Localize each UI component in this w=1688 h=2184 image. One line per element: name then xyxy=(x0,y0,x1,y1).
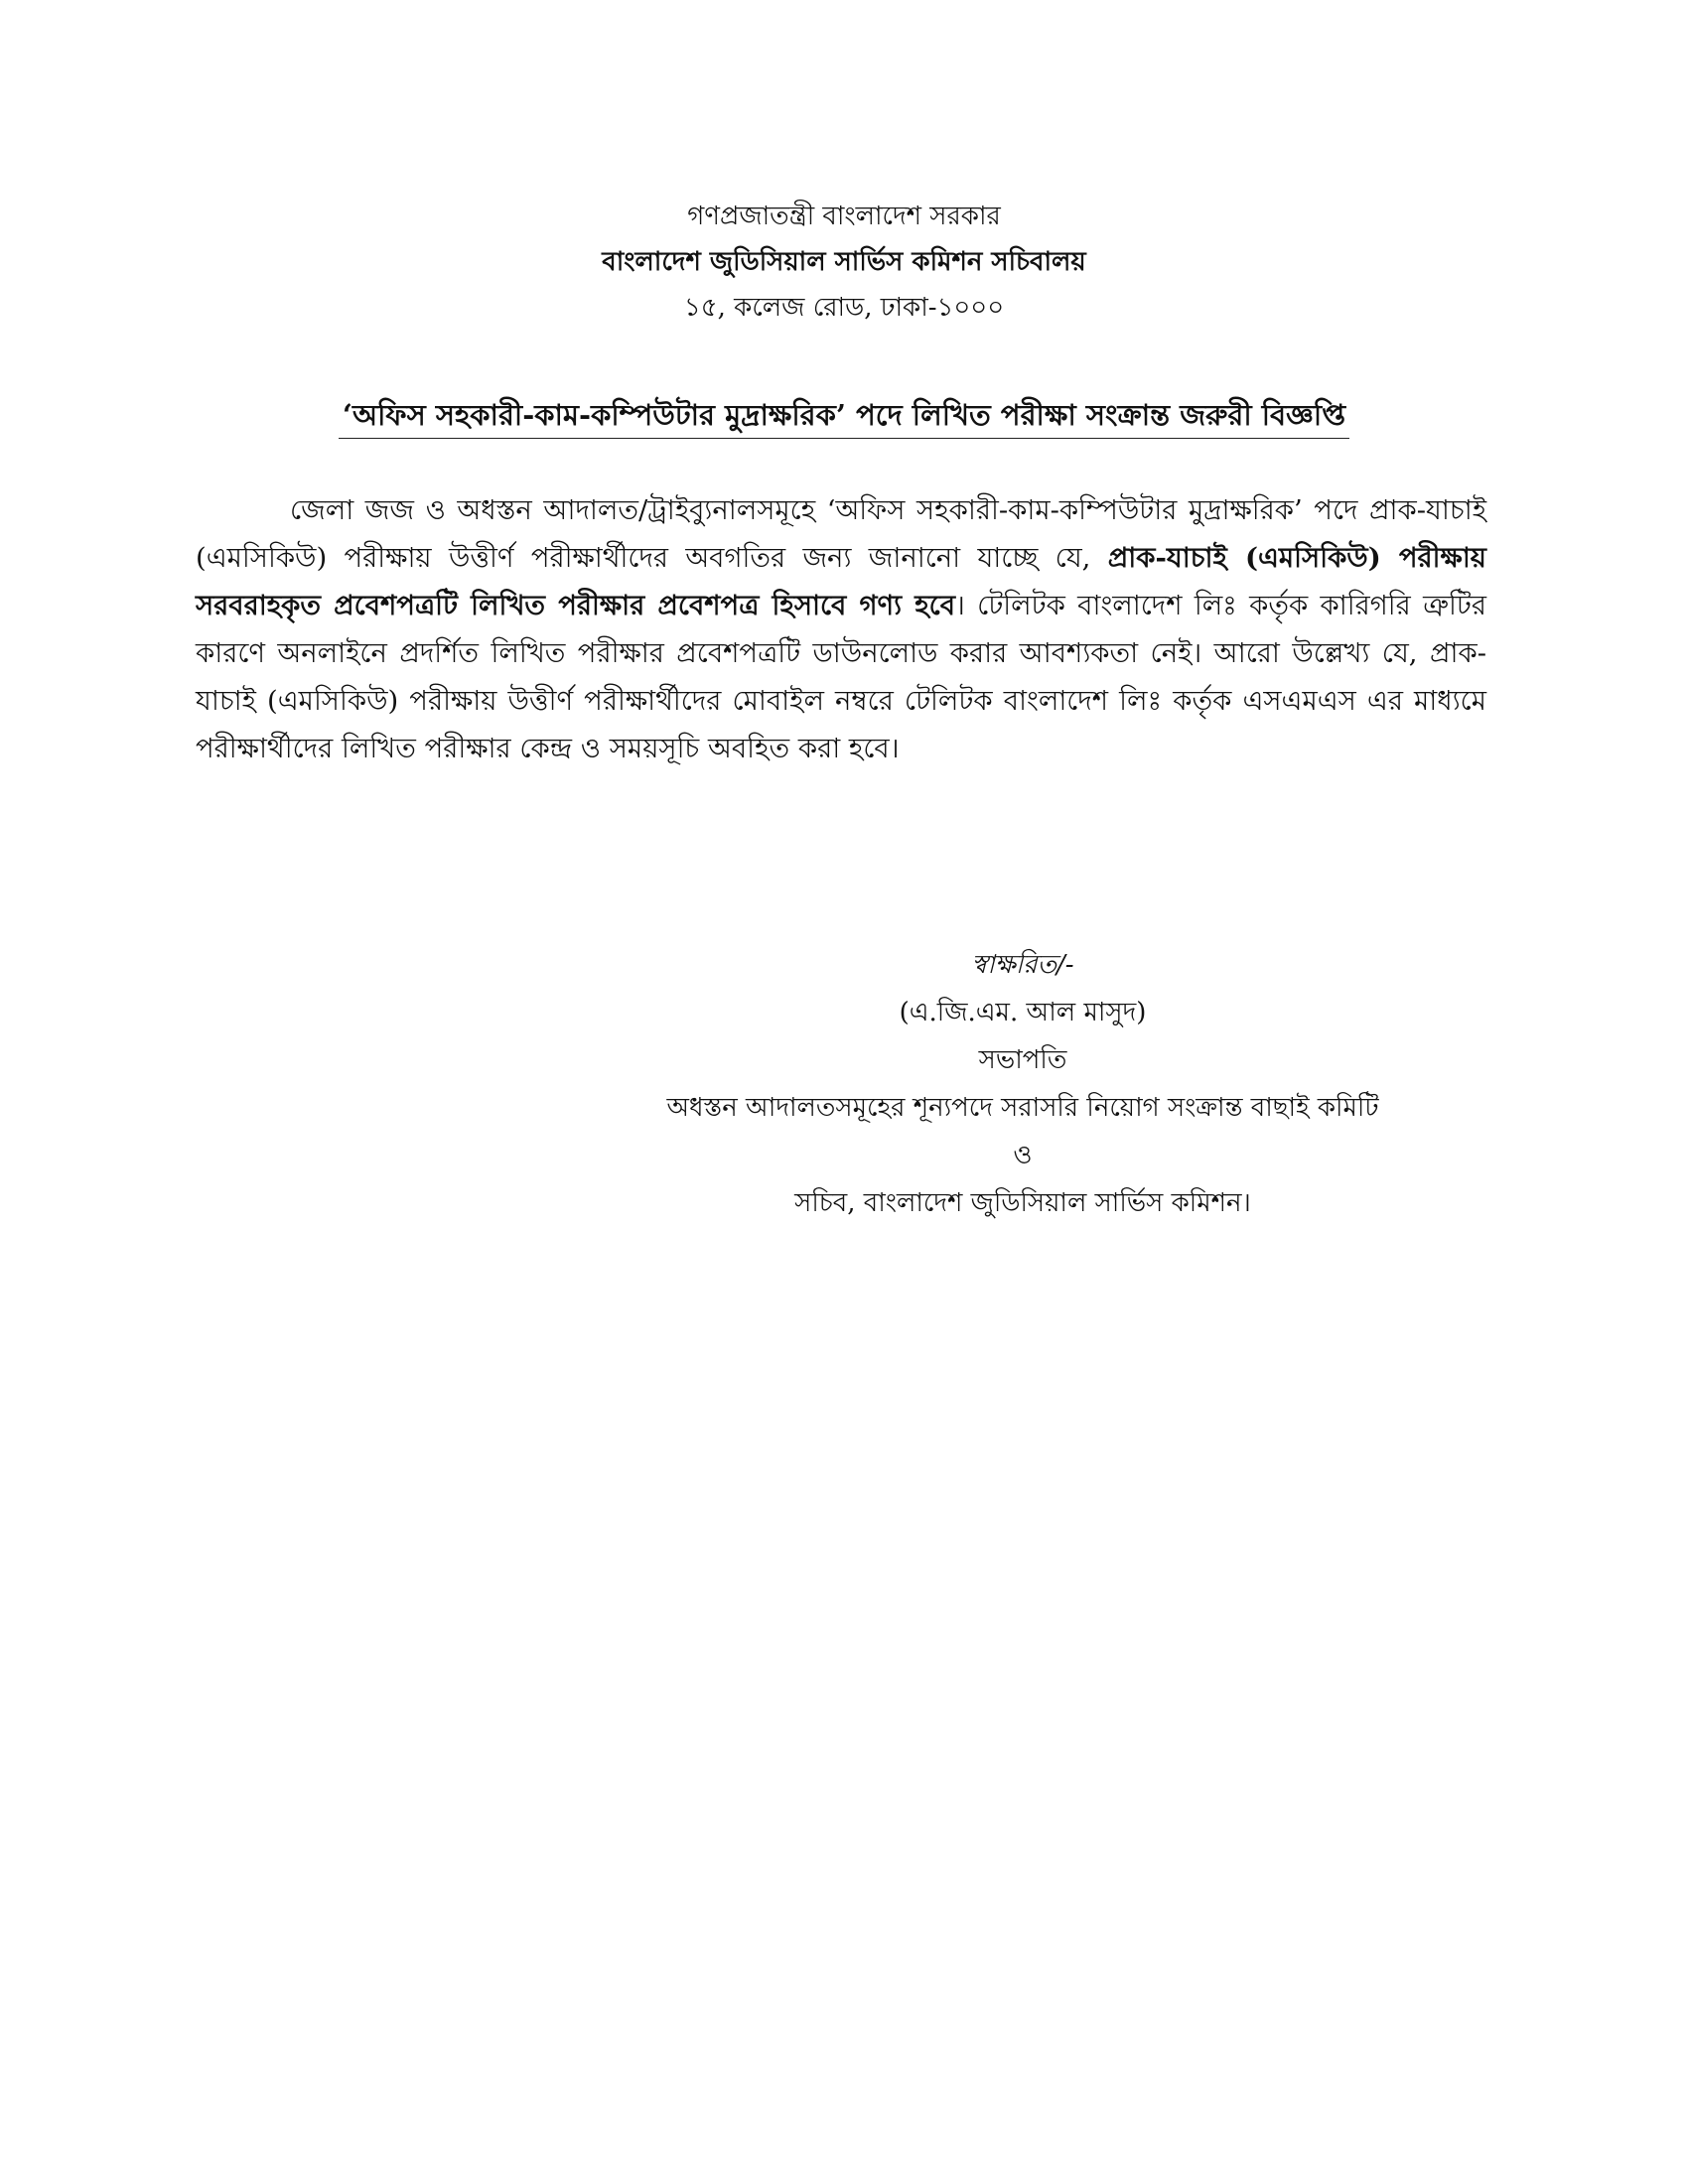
letterhead xyxy=(0,194,1688,331)
government-name: গণপ্রজাতন্ত্রী বাংলাদেশ সরকার xyxy=(687,202,1001,231)
signatory-name: (এ.জি.এম. আল মাসুদ) xyxy=(899,998,1147,1027)
notice-body-part2: । টেলিটক বাংলাদেশ লিঃ কর্তৃক কারিগরি ত্রুটির কারণে অনলাইনে প্রদর্শিত লিখিত পরীক্ষার প্রবেশপত্রটি ডাউনলোড করার আবশ্যকতা নেই। আরো উল্লেখ্য যে, প্রাক-যাচাই (এমসিকিউ) পরীক্ষায় উত্তীর্ণ পরীক্ষার্থীদের মোবাইল নম্বরে টেলিটক বাংলাদেশ লিঃ কর্তৃক এসএমএস এর মাধ্যমে পরীক্ষার্থীদের লিখিত পরীক্ষার কেন্দ্র ও সময়সূচি অবহিত করা হবে। xyxy=(196,590,1487,764)
office-name: বাংলাদেশ জুডিসিয়াল সার্ভিস কমিশন সচিবালয় xyxy=(602,247,1086,277)
conjunction: ও xyxy=(1013,1141,1033,1170)
committee-name: অধস্তন আদালতসমূহের শূন্যপদে সরাসরি নিয়োগ সংক্রান্ত বাছাই কমিটি xyxy=(666,1093,1379,1123)
notice-body xyxy=(196,486,1486,772)
secretary-title: সচিব, বাংলাদেশ জুডিসিয়াল সার্ভিস কমিশন। xyxy=(794,1188,1251,1218)
notice-body-part1: জেলা জজ ও অধস্তন আদালত/ট্রাইব্যুনালসমূহে ‘অফিস সহকারী-কাম-কম্পিউটার মুদ্রাক্ষরিক’ পদে প্রাক-যাচাই (এমসিকিউ) পরীক্ষায় উত্তীর্ণ পরীক্ষার্থীদের অবগতির জন্য জানানো যাচ্ছে যে, xyxy=(196,494,1486,574)
signature-block xyxy=(556,941,1489,1227)
notice-body-bold: প্রাক-যাচাই (এমসিকিউ) পরীক্ষায় সরবরাহকৃত প্রবেশপত্রটি লিখিত পরীক্ষার প্রবেশপত্র হিসাবে গণ্য হবে xyxy=(196,542,1486,621)
notice-title-text: ‘অফিস সহকারী-কাম-কম্পিউটার মুদ্রাক্ষরিক’ পদে লিখিত পরীক্ষা সংক্রান্ত জরুরী বিজ্ঞপ্তি xyxy=(339,394,1349,439)
signed-mark: স্বাক্ষরিত/- xyxy=(971,950,1074,980)
signatory-designation: সভাপতি xyxy=(978,1045,1067,1075)
office-address: ১৫, কলেজ রোড, ঢাকা-১০০০ xyxy=(683,293,1005,323)
notice-title xyxy=(0,394,1688,439)
